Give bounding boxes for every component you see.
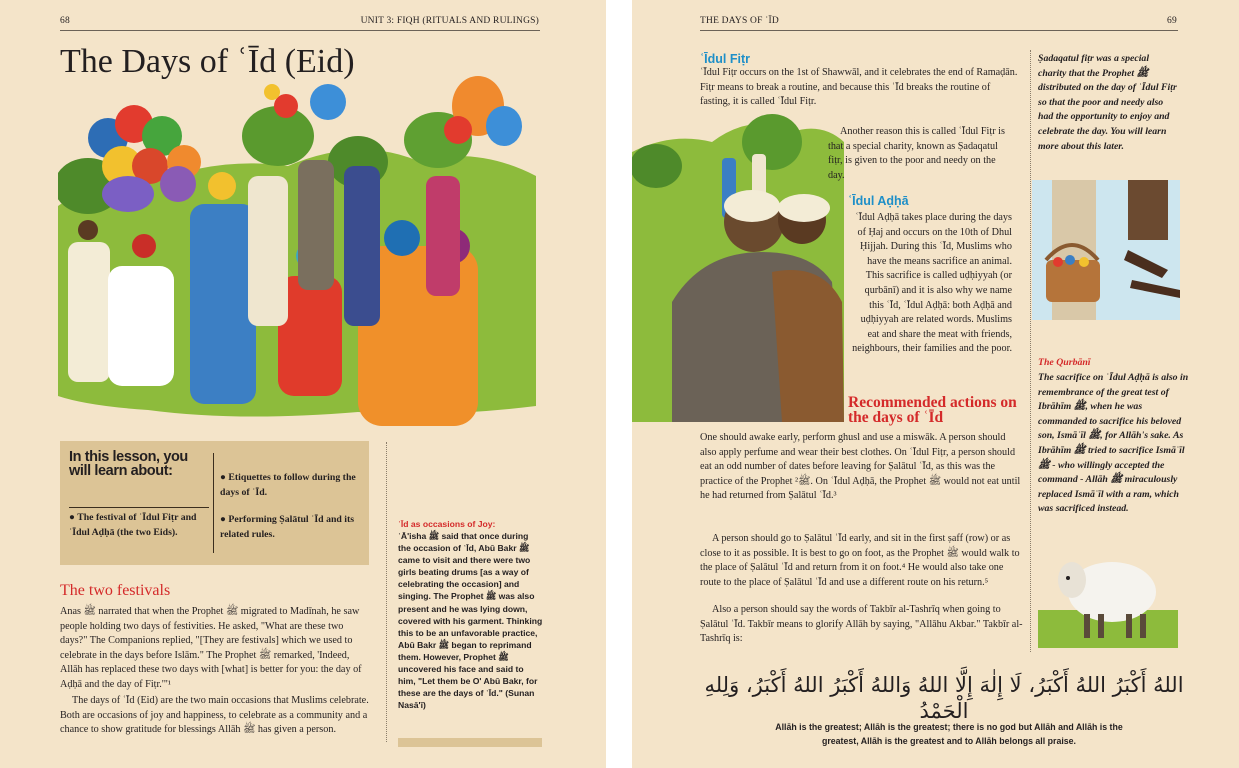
side-note-sadaqah: Ṣadaqatul fiṭr was a special charity that the Prophet ﷺ distributed on the day of ʿĪdul Fiṭr so that the poor and needy also had the opportunity to enjoy and celebrate the day. You will learn more about this later. (1038, 53, 1177, 152)
eid-celebration-illustration (58, 66, 536, 432)
column-divider (386, 442, 387, 742)
left-page (0, 0, 606, 768)
paragraph: One should awake early, perform ghusl and use a miswāk. A person should also apply perfume and wear their best clothes. On ʿĪdul Fiṭr, a person should eat an odd number of dates before leaving for Ṣalātul ʿĪd, as this was the practice of the Prophet ﷺ². On ʿĪdul Aḍḥā, the Prophet ﷺ would not eat until he had returned from Ṣalātul ʿĪd.³ (700, 432, 1021, 502)
bullet-icon: ● (220, 514, 229, 525)
paragraph: The days of ʿĪd (Eid) are the two main occasions that Muslims celebrate. Both are occasions of joy and happiness, to celebrate as a community and a chance to show gratitude for blessings Allāh ﷺ has given a person. (60, 695, 369, 736)
takbir-arabic: اللهُ أَكْبَرُ اللهُ أَكْبَرُ، لَا إِلٰهَ إِلَّا اللهُ وَاللهُ أَكْبَرُ اللهُ أَكْبَرُ، وَلِلهِ الْحَمْدُ (704, 673, 1184, 723)
qurbani-heading: The Qurbānī (1038, 357, 1091, 368)
paragraph: ʿĪdul Aḍḥā takes place during the days of Ḥaj and occurs on the 10th of Dhul Ḥijjah. During this ʿĪd, Muslims who have the means sacrifice an animal. This sacrifice is called uḍḥiyyah (or qurbānī) and it is also why we name this ʿĪd, ʿĪdul Aḍḥā: both Aḍḥā and uḍḥiyyah are related words. Muslims eat and share the meat with friends, neighbours, their families and the poor. (852, 212, 1012, 355)
column-divider (1030, 50, 1031, 652)
paragraph: A person should go to Ṣalātul ʿĪd early, and sit in the first ṣaff (row) or as close to it as possible. It is best to go on foot, as the Prophet ﷺ would walk to the place of Ṣalātul ʿĪd and return from it on foot.⁴ He would also take one route to the place of Ṣalātul ʿĪd and use a different route on his return.⁵ (700, 533, 1020, 588)
eid-hug-illustration (632, 102, 844, 422)
section-heading: The two festivals (60, 582, 171, 599)
sidebar-footer-bar (398, 738, 542, 747)
bullet-icon: ● (220, 472, 229, 483)
lesson-box (60, 441, 369, 565)
page-title: The Days of ʿĪd (Eid) (60, 43, 355, 80)
lesson-heading-rule (69, 507, 209, 508)
charity-basket-illustration (1032, 180, 1180, 320)
lesson-heading: In this lesson, you will learn about: (69, 449, 188, 479)
right-page (632, 0, 1239, 768)
header-rule (60, 30, 540, 31)
paragraph: ʿĪdul Fiṭr occurs on the 1st of Shawwāl, and it celebrates the end of Ramaḍān. Fiṭr means to break a routine, and because this ʿĪd breaks the routine of fasting, it is called ʿĪdul Fiṭr. (700, 67, 1018, 108)
lesson-item: ● Etiquettes to follow during the days of ʿĪd. (220, 472, 356, 498)
sidebar-heading: ʿĪd as occasions of Joy: (398, 519, 496, 529)
fitr-heading: ʿĪdul Fiṭr (700, 52, 750, 66)
paragraph: Anas ﷺ narrated that when the Prophet ﷺ migrated to Madīnah, he saw people holding two days of festivities. He asked, "What are these two days?" The Companions replied, "[They are festivals] which we used to celebrate in the days before Islām." The Prophet ﷺ remarked, 'Indeed, Allāh has replaced these two days with [what] is better for you: the day of Aḍḥā and the day of Fiṭr.'"¹ (60, 606, 362, 690)
running-head: UNIT 3: FIQH (RITUALS AND RULINGS) (360, 16, 539, 26)
lesson-divider (213, 453, 214, 553)
lesson-item: ● Performing Ṣalātul ʿĪd and its related rules. (220, 514, 355, 540)
paragraph: Another reason this is called ʿĪdul Fiṭr is that a special charity, known as Ṣadaqatul fiṭr, is given to the poor and needy on the day. (828, 126, 1005, 181)
sidebar-text: ʿĀ'isha ﷺ said that once during the occasion of ʿĪd, Abū Bakr ﷺ came to visit and there were two girls beating drums [as a way of celebrating the occasion] and singing. The Prophet ﷺ was also present and he was lying down, covered with his garment. Thinking this to be an unfavorable practice, Abū Bakr ﷺ began to reprimand them. However, Prophet ﷺ uncovered his face and said to him, "Let them be O' Abū Bakr, for these are the days of ʿĪd." (Sunan Nasā'ī) (398, 531, 543, 711)
page-number: 69 (1167, 16, 1177, 26)
header-rule (700, 30, 1178, 31)
recommended-heading: Recommended actions on the days of ʿĪd (848, 394, 1017, 426)
running-head: THE DAYS OF ʿĪD (700, 16, 779, 26)
side-note-qurbani: The sacrifice on ʿĪdul Aḍḥā is also in remembrance of the great test of Ibrāhīm ﷺ, when he was commanded to sacrifice his beloved son, Ismāʿīl ﷺ, for Allāh's sake. As Ibrāhīm ﷺ tried to sacrifice Ismāʿīl ﷺ - who willingly accepted the command - Allāh ﷺ miraculously replaced Ismāʿīl with a ram, which was sacrificed instead. (1038, 372, 1189, 515)
adha-heading: ʿĪdul Aḍḥā (848, 194, 909, 208)
ram-illustration (1038, 540, 1178, 648)
bullet-icon: ● (69, 512, 78, 523)
page-number: 68 (60, 16, 70, 26)
takbir-translation: Allāh is the greatest; Allāh is the greatest; there is no god but Allāh and Allāh is the greatest, Allāh is the greatest and to Allāh belongs all praise. (775, 722, 1123, 746)
lesson-item: ● The festival of ʿĪdul Fiṭr and ʿĪdul Aḍḥā (the two Eids). (69, 512, 197, 538)
paragraph: Also a person should say the words of Takbīr al-Tashrīq when going to Ṣalātul ʿĪd. Takbīr means to glorify Allāh by saying, "Allāhu Akbar." Takbīr al-Tashrīq is: (700, 604, 1023, 645)
